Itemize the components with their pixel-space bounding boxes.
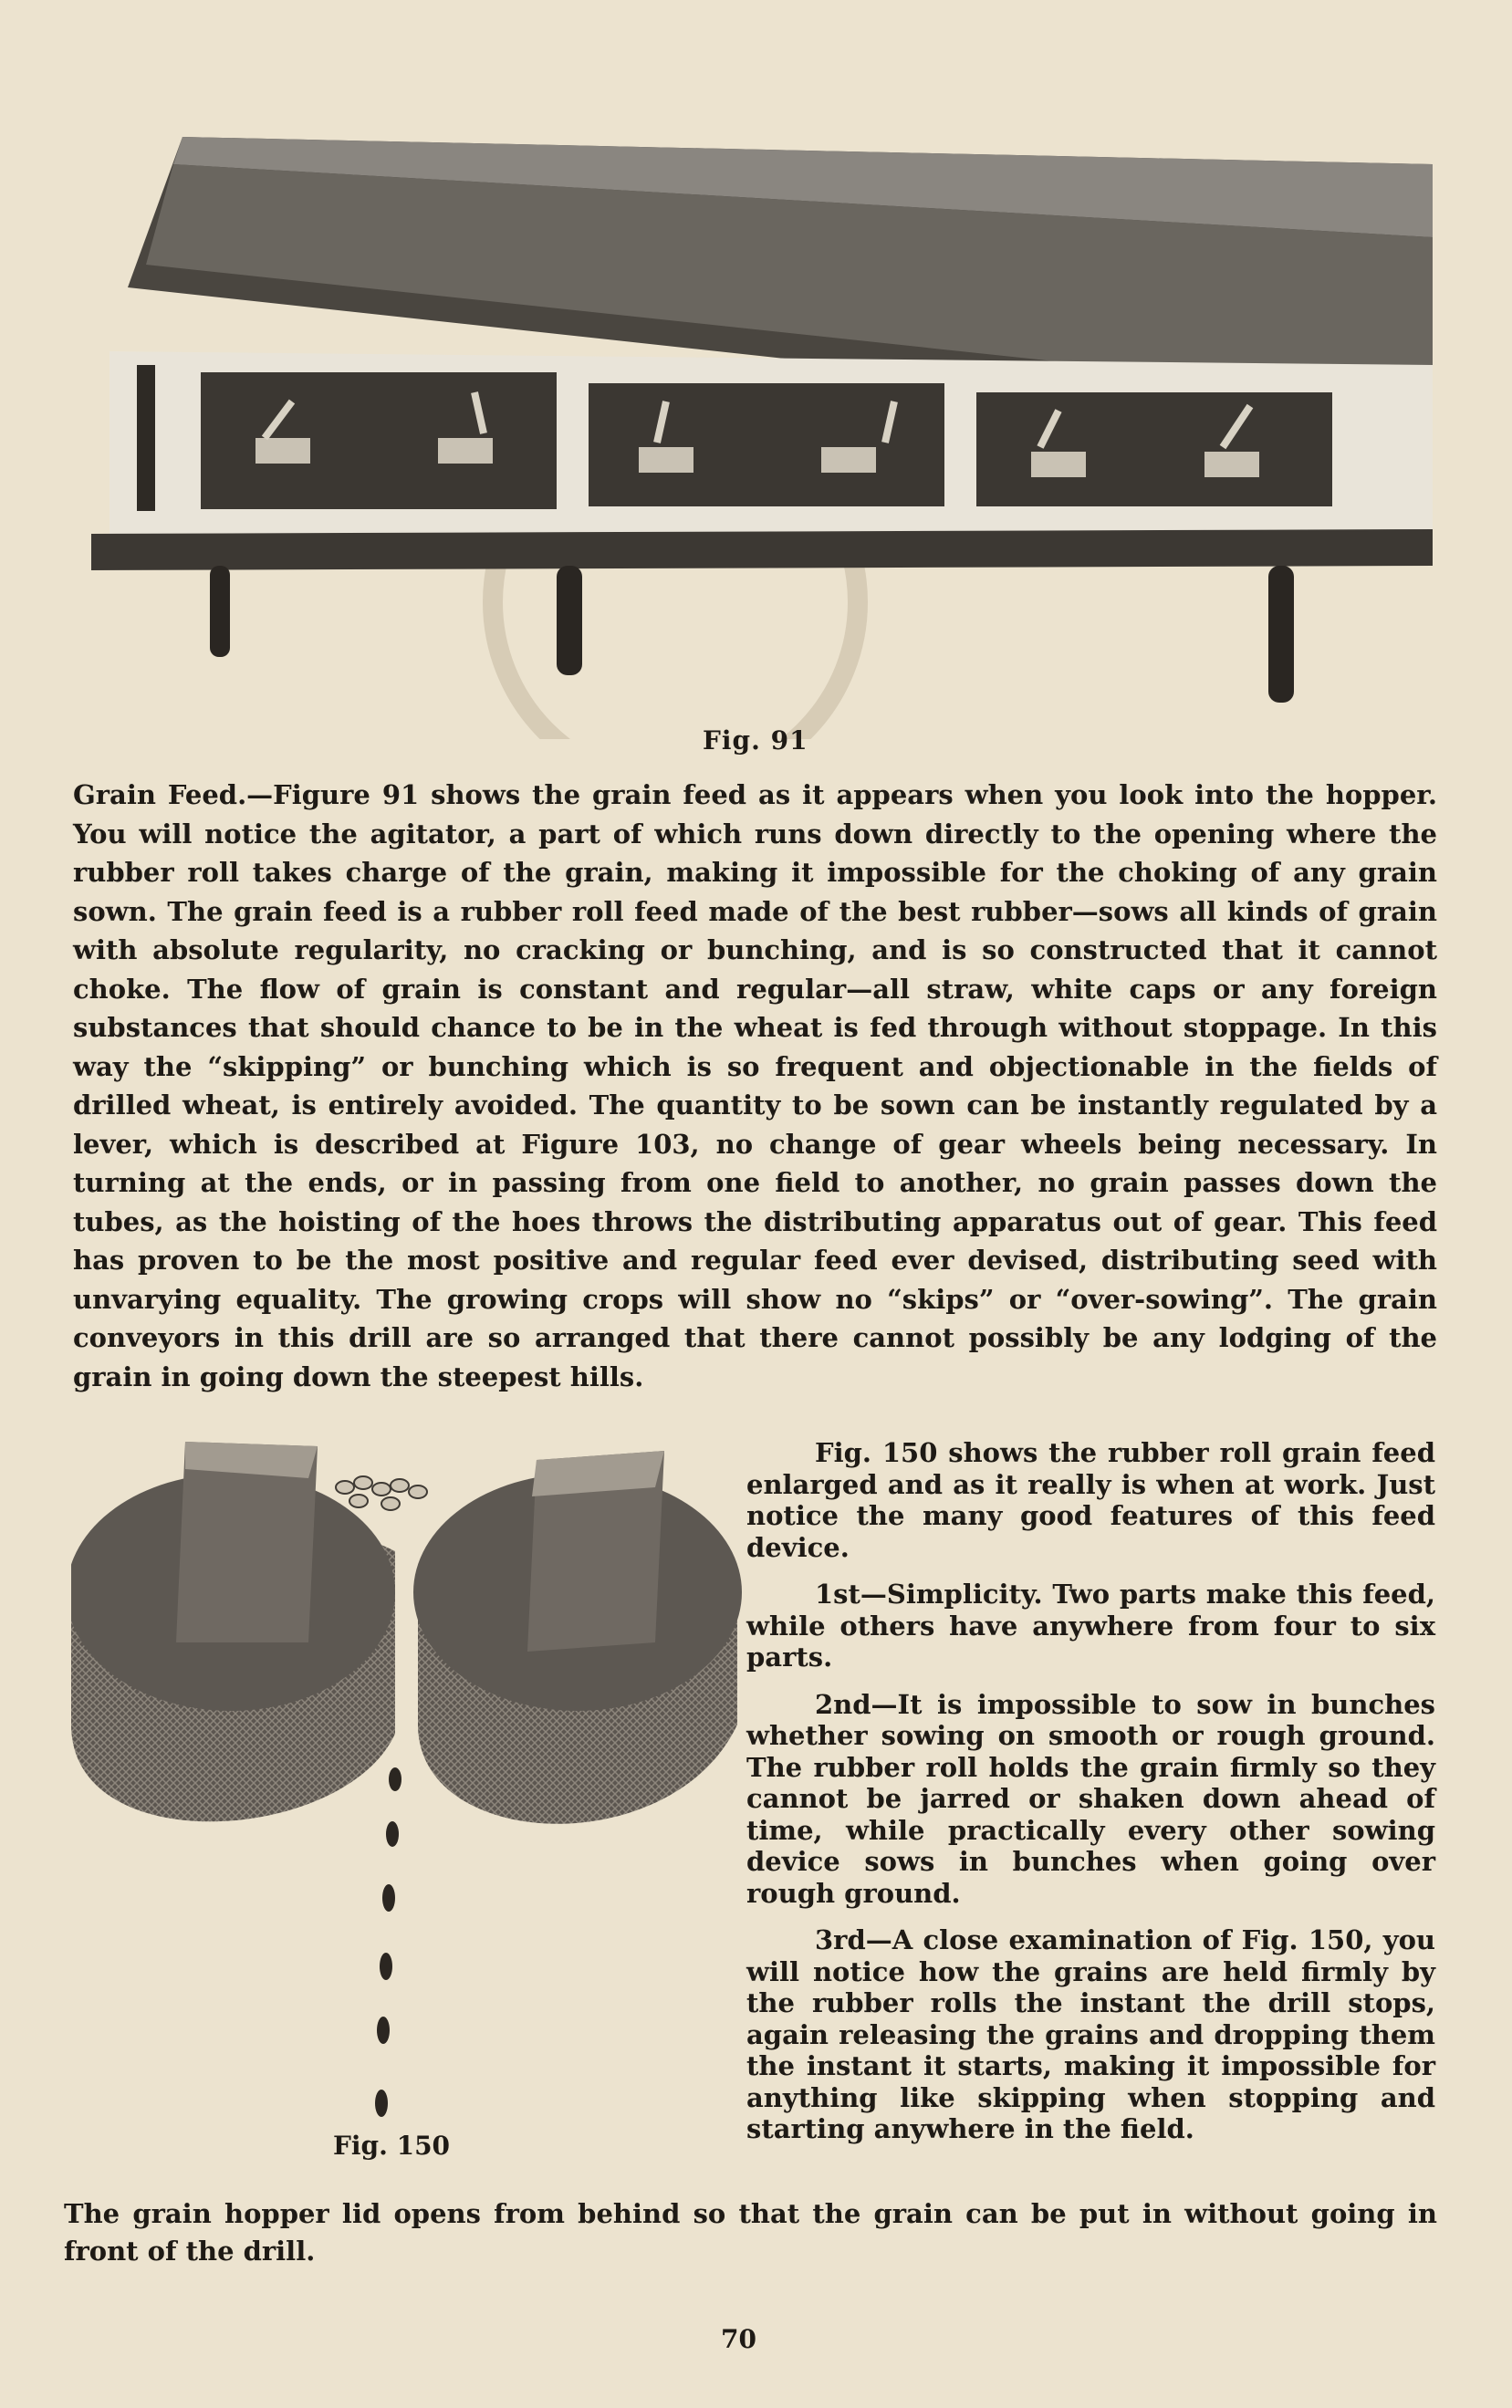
grain-feed-heading: Grain Feed.	[73, 779, 247, 810]
figure-91-hopper-illustration	[91, 128, 1433, 739]
feature-simplicity: 1st—Simplicity. Two parts make this feed, while others have anywhere from four to six parts.	[746, 1579, 1435, 1673]
fig150-intro: Fig. 150 shows the rubber roll grain feed enlarged and as it really is when at work. Just notice the many good features of this feed device.	[746, 1437, 1435, 1563]
figure-91-caption: Fig. 91	[703, 725, 808, 756]
figure-150-description-column	[746, 1437, 1435, 2161]
page-number: 70	[721, 2324, 756, 2354]
figure-150-rubber-roll-illustration	[71, 1433, 746, 2135]
grain-feed-text: —Figure 91 shows the grain feed as it appears when you look into the hopper. You will notice the agitator, a part of which runs down directly to the opening where the rubber roll takes charge of the grain, making it impossible for the choking of any grain sown. The grain feed is a rubber roll feed made of the best rubber—sows all kinds of grain with absolute regularity, no cracking or bunching, and is so constructed that it cannot choke. The flow of grain is constant and regular—all straw, white caps or any foreign substances that should chance to be in the wheat is fed through without stoppage. In this way the “skipping” or bunching which is so frequent and objectionable in the fields of drilled wheat, is entirely avoided. The quantity to be sown can be instantly regulated by a lever, which is described at Figure 103, no change of gear wheels being necessary. In turning at the ends, or in passing from one field to another, no grain passes down the tubes, as the hoisting of the hoes throws the distributing apparatus out of gear. This feed has proven to be the most positive and regular feed ever devised, distributing seed with unvarying equality. The growing crops will show no “skips” or “over-sowing”. The grain conveyors in this drill are so arranged that there cannot possibly be any lodging of the grain in going down the steepest hills.	[73, 779, 1437, 1392]
feature-no-bunching: 2nd—It is impossible to sow in bunches whether sowing on smooth or rough ground. The rubber roll holds the grain firmly so they cannot be jarred or shaken down ahead of time, while practically every other sowing device sows in bunches when going over rough ground.	[746, 1688, 1435, 1909]
figure-150-caption: Fig. 150	[333, 2131, 451, 2161]
grain-feed-paragraph	[73, 776, 1437, 1396]
feature-no-skipping: 3rd—A close examination of Fig. 150, you will notice how the grains are held firmly by the rubber rolls the instant the drill stops, again releasing the grains and dropping them the instant it starts, making it impossible for anything like skipping when stopping and starting anywhere in the field.	[746, 1924, 1435, 2144]
hopper-lid-note: The grain hopper lid opens from behind so that the grain can be put in without going in front of the drill.	[64, 2198, 1437, 2267]
